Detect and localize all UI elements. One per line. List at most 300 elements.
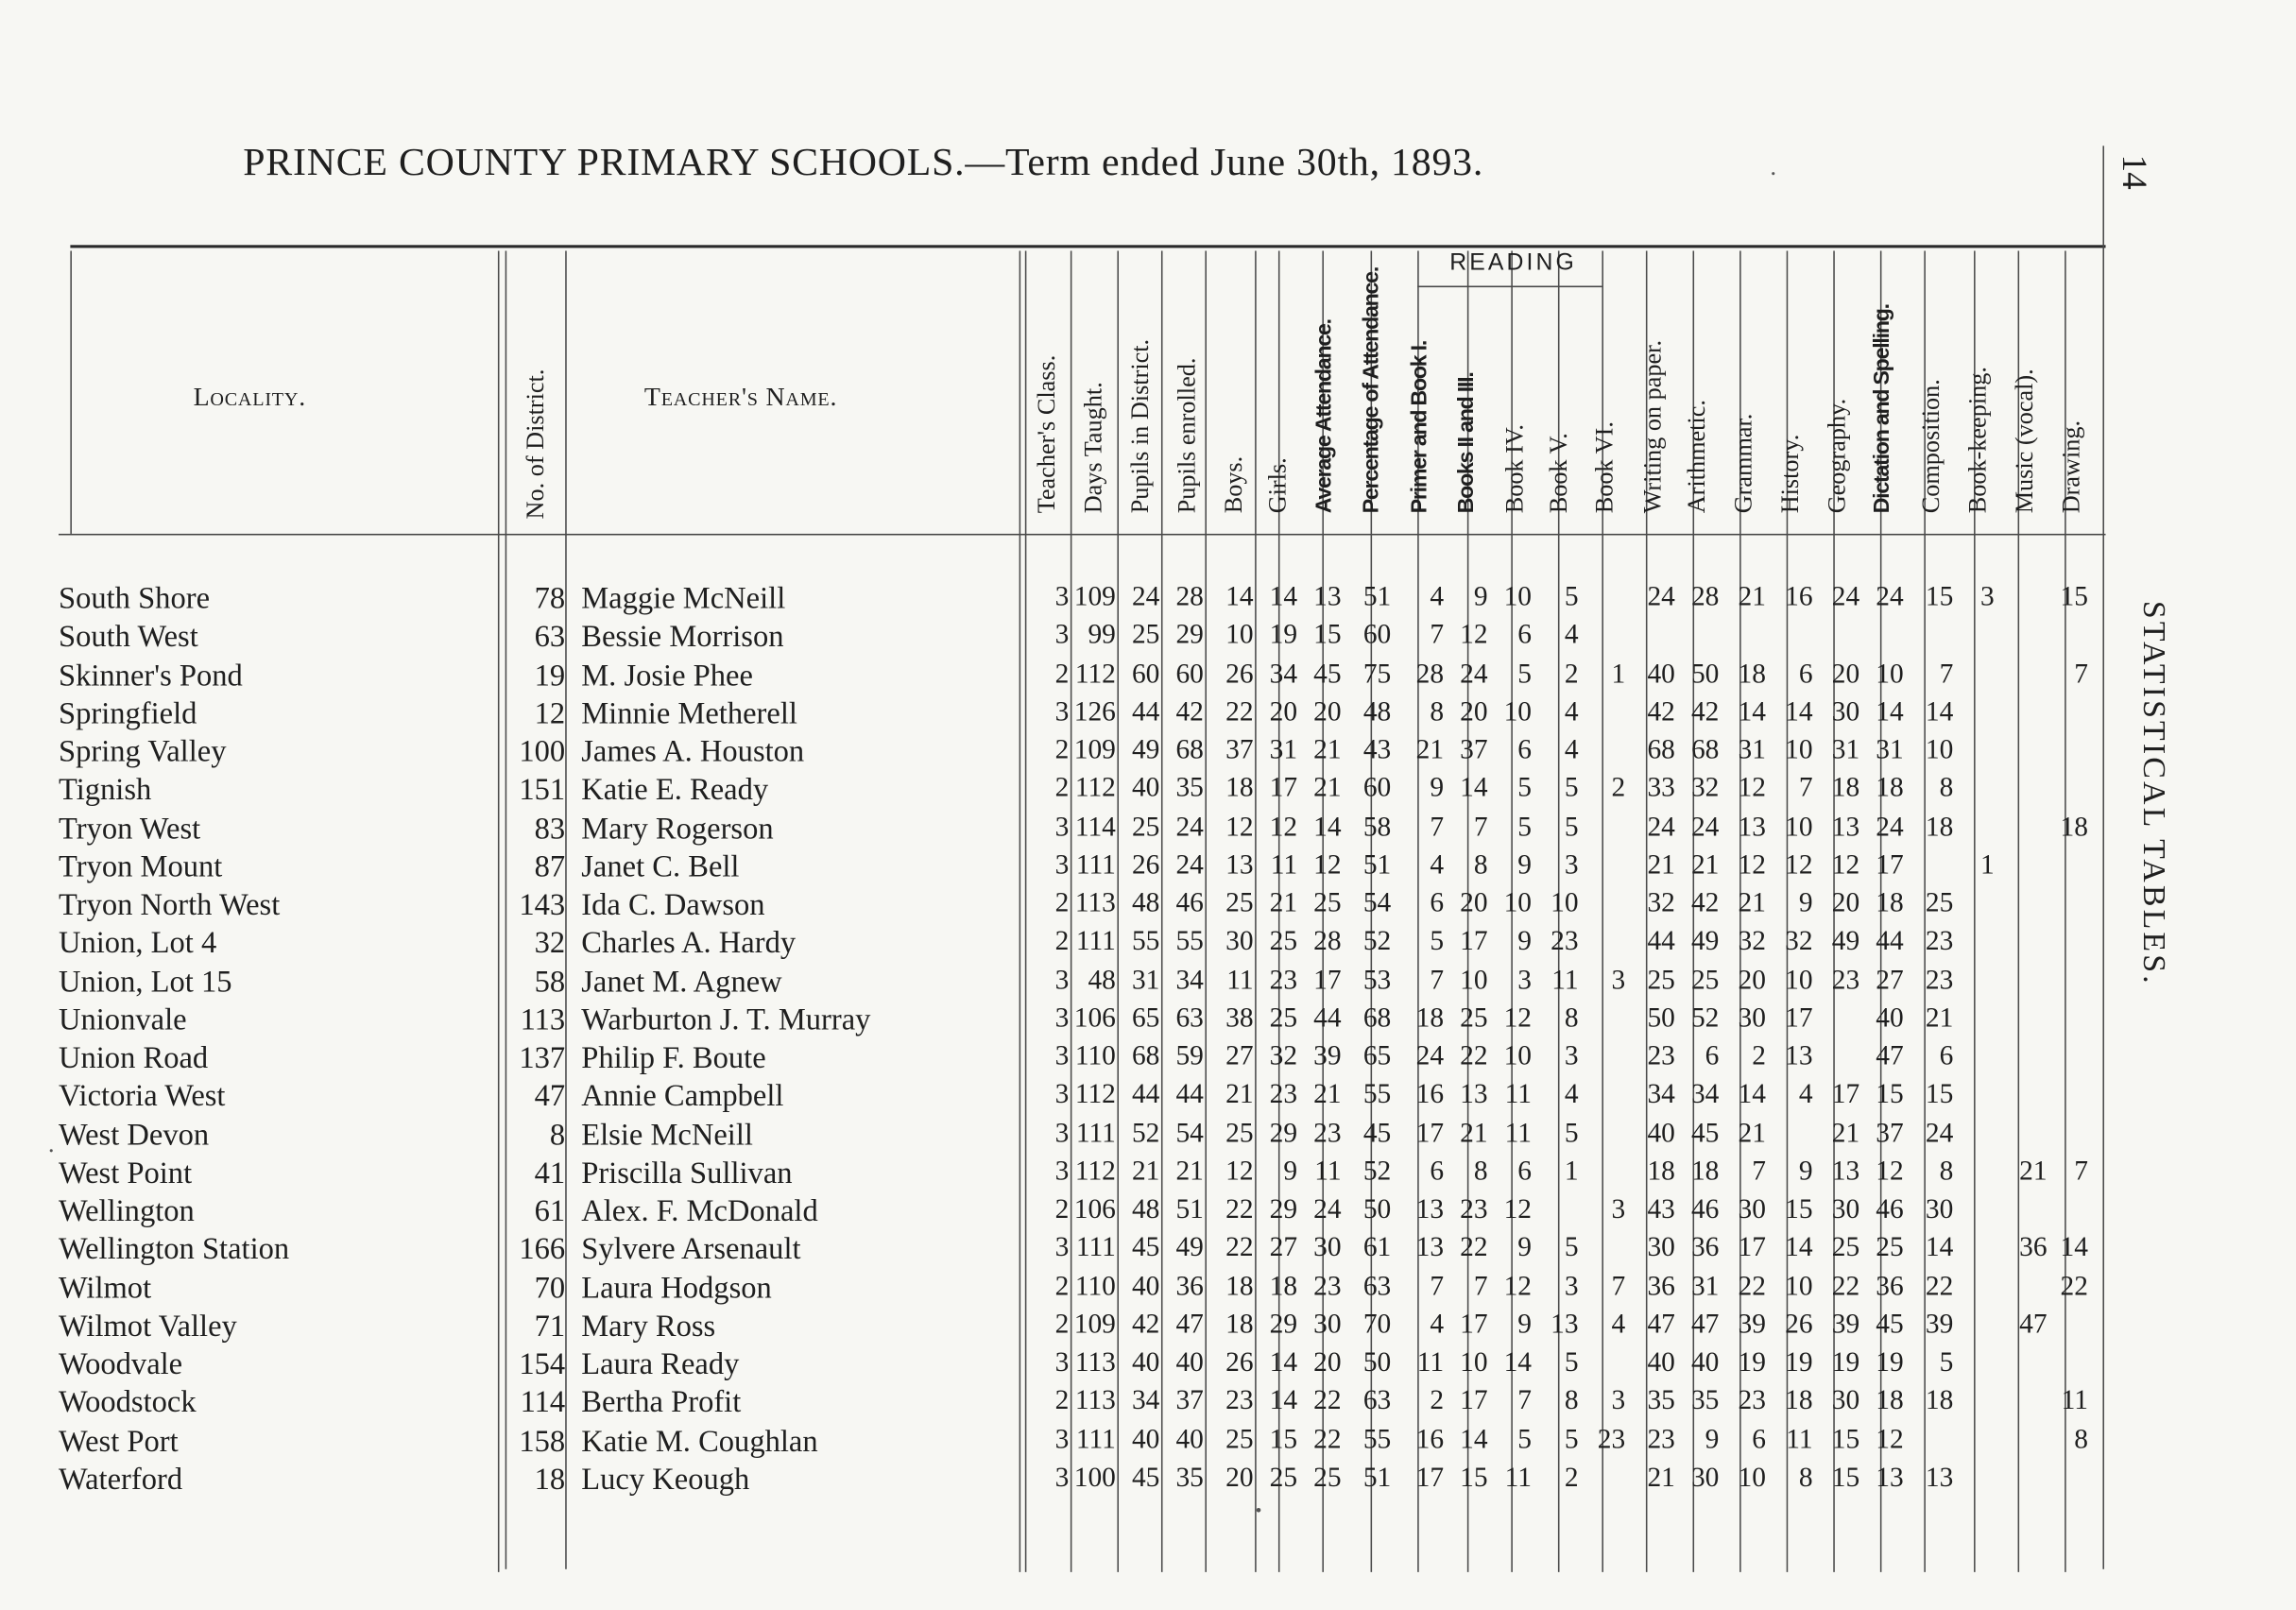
- value-cell: 39: [1313, 1041, 1342, 1072]
- value-cell: 13: [1415, 1232, 1445, 1264]
- value-cell: 18: [1647, 1156, 1675, 1188]
- value-cell: 19: [1269, 620, 1298, 651]
- value-cell: 39: [1925, 1309, 1954, 1341]
- value-cell: 1: [1564, 1156, 1579, 1188]
- teacher-cell: Janet C. Bell: [581, 848, 740, 883]
- value-cell: 30: [1647, 1232, 1675, 1264]
- value-cell: 17: [1313, 965, 1342, 996]
- value-cell: 36: [1647, 1271, 1675, 1302]
- district-cell: 61: [534, 1192, 566, 1228]
- table-row: [0, 617, 2296, 655]
- speck: [50, 1149, 53, 1152]
- table-top-rule: [70, 245, 2105, 248]
- value-cell: 48: [1131, 1194, 1160, 1225]
- value-cell: 14: [1738, 1079, 1766, 1110]
- district-cell: 87: [534, 848, 566, 883]
- value-cell: 35: [1647, 1385, 1675, 1417]
- value-cell: 24: [1876, 811, 1904, 843]
- value-cell: 111: [1075, 1118, 1116, 1149]
- value-cell: 7: [2074, 658, 2088, 690]
- value-cell: 2: [1564, 658, 1579, 690]
- value-cell: 11: [1786, 1424, 1813, 1455]
- value-cell: 24: [1647, 581, 1675, 613]
- value-cell: 21: [1738, 887, 1766, 919]
- value-cell: 46: [1876, 1194, 1904, 1225]
- value-cell: 39: [1738, 1309, 1766, 1341]
- locality-cell: South Shore: [58, 580, 211, 616]
- header-col-8: Primer and Book I.: [1407, 340, 1432, 514]
- value-cell: 2: [1054, 1271, 1070, 1302]
- district-cell: 8: [549, 1116, 566, 1152]
- value-cell: 2: [1752, 1041, 1766, 1072]
- locality-cell: Union Road: [58, 1039, 209, 1075]
- value-cell: 11: [1416, 1347, 1445, 1379]
- value-cell: 18: [1876, 1385, 1904, 1417]
- value-cell: 9: [1517, 1309, 1533, 1341]
- value-cell: 18: [1925, 1385, 1954, 1417]
- value-cell: 23: [1647, 1424, 1675, 1455]
- value-cell: 15: [1831, 1462, 1860, 1494]
- value-cell: 8: [1939, 773, 1954, 804]
- value-cell: 11: [1226, 965, 1254, 996]
- value-cell: 15: [1925, 581, 1954, 613]
- value-cell: 25: [1460, 1002, 1488, 1034]
- value-cell: 55: [1362, 1079, 1392, 1110]
- value-cell: 109: [1073, 734, 1116, 766]
- value-cell: 36: [1876, 1271, 1904, 1302]
- header-locality: Locality.: [193, 382, 306, 412]
- value-cell: 44: [1876, 926, 1904, 957]
- table-row: [0, 1154, 2296, 1191]
- locality-cell: West Devon: [58, 1116, 210, 1152]
- value-cell: 14: [1225, 581, 1254, 613]
- value-cell: 25: [1690, 965, 1720, 996]
- value-cell: 26: [1225, 1347, 1254, 1379]
- value-cell: 47: [1647, 1309, 1675, 1341]
- value-cell: 52: [1690, 1002, 1720, 1034]
- value-cell: 42: [1131, 1309, 1160, 1341]
- table-row: [0, 656, 2296, 694]
- value-cell: 18: [1925, 811, 1954, 843]
- teacher-cell: Philip F. Boute: [581, 1039, 766, 1075]
- value-cell: 21: [1738, 1118, 1766, 1149]
- value-cell: 45: [1313, 658, 1342, 690]
- locality-cell: Woodvale: [58, 1345, 183, 1381]
- value-cell: 18: [1831, 773, 1860, 804]
- value-cell: 7: [1430, 811, 1445, 843]
- value-cell: 6: [1939, 1041, 1954, 1072]
- value-cell: 28: [1690, 581, 1720, 613]
- value-cell: 22: [1225, 1232, 1254, 1264]
- value-cell: 11: [1504, 1118, 1533, 1149]
- value-cell: 7: [1517, 1385, 1533, 1417]
- value-cell: 5: [1564, 1118, 1579, 1149]
- value-cell: 12: [1785, 849, 1813, 881]
- value-cell: 6: [1517, 620, 1533, 651]
- table-row: [0, 770, 2296, 808]
- value-cell: 25: [1876, 1232, 1904, 1264]
- value-cell: 23: [1551, 926, 1579, 957]
- value-cell: 37: [1876, 1118, 1904, 1149]
- speck: [1257, 1508, 1261, 1513]
- district-cell: 83: [534, 810, 566, 846]
- teacher-cell: Ida C. Dawson: [581, 886, 765, 922]
- header-col-11: Book V.: [1544, 433, 1573, 514]
- value-cell: 10: [1925, 734, 1954, 766]
- value-cell: 63: [1362, 1385, 1392, 1417]
- header-col-19: Composition.: [1916, 379, 1945, 514]
- value-cell: 3: [1054, 1118, 1070, 1149]
- header-col-21: Music (vocal).: [2010, 368, 2039, 514]
- value-cell: 5: [1517, 658, 1533, 690]
- value-cell: 3: [1054, 811, 1070, 843]
- teacher-cell: M. Josie Phee: [581, 657, 753, 693]
- value-cell: 10: [1876, 658, 1904, 690]
- district-cell: 100: [519, 733, 566, 769]
- value-cell: 6: [1705, 1041, 1720, 1072]
- teacher-cell: Mary Ross: [581, 1308, 716, 1344]
- value-cell: 3: [1517, 965, 1533, 996]
- value-cell: 3: [1054, 1156, 1070, 1188]
- value-cell: 2: [1054, 1309, 1070, 1341]
- value-cell: 22: [1925, 1271, 1954, 1302]
- value-cell: 2: [1054, 773, 1070, 804]
- value-cell: 11: [1504, 1079, 1533, 1110]
- table-row: [0, 962, 2296, 1000]
- value-cell: 22: [1225, 696, 1254, 728]
- value-cell: 9: [1430, 773, 1445, 804]
- teacher-cell: Alex. F. McDonald: [581, 1192, 818, 1228]
- value-cell: 25: [1925, 887, 1954, 919]
- value-cell: 44: [1647, 926, 1675, 957]
- value-cell: 15: [1785, 1194, 1813, 1225]
- value-cell: 45: [1131, 1462, 1160, 1494]
- teacher-cell: Janet M. Agnew: [581, 963, 782, 999]
- value-cell: 18: [2060, 811, 2088, 843]
- value-cell: 3: [1054, 1041, 1070, 1072]
- header-col-4: Boys.: [1219, 455, 1248, 514]
- value-cell: 52: [1131, 1118, 1160, 1149]
- value-cell: 24: [1415, 1041, 1445, 1072]
- value-cell: 18: [1690, 1156, 1720, 1188]
- teacher-cell: Bessie Morrison: [581, 618, 784, 654]
- district-cell: 78: [534, 580, 566, 616]
- value-cell: 25: [1269, 1462, 1298, 1494]
- value-cell: 21: [1175, 1156, 1204, 1188]
- value-cell: 3: [1611, 1194, 1626, 1225]
- value-cell: 7: [1752, 1156, 1766, 1188]
- value-cell: 20: [1313, 1347, 1342, 1379]
- value-cell: 111: [1075, 926, 1116, 957]
- value-cell: 11: [1551, 965, 1579, 996]
- table-row: [0, 579, 2296, 617]
- value-cell: 55: [1362, 1424, 1392, 1455]
- table-row: [0, 1076, 2296, 1114]
- value-cell: 3: [1054, 1424, 1070, 1455]
- value-cell: 3: [1054, 849, 1070, 881]
- value-cell: 21: [1925, 1002, 1954, 1034]
- value-cell: 7: [1473, 811, 1488, 843]
- header-col-1: Days Taught.: [1079, 382, 1107, 514]
- district-cell: 114: [520, 1384, 566, 1420]
- district-cell: 41: [534, 1155, 566, 1190]
- value-cell: 14: [1876, 696, 1904, 728]
- value-cell: 10: [1225, 620, 1254, 651]
- value-cell: 68: [1175, 734, 1204, 766]
- locality-cell: West Point: [58, 1155, 193, 1190]
- value-cell: 33: [1647, 773, 1675, 804]
- value-cell: 27: [1876, 965, 1904, 996]
- value-cell: 26: [1225, 658, 1254, 690]
- value-cell: 10: [1785, 811, 1813, 843]
- table-row: [0, 1345, 2296, 1382]
- table-row: [0, 1230, 2296, 1268]
- locality-cell: South West: [58, 618, 198, 654]
- locality-cell: Tryon North West: [58, 886, 281, 922]
- value-cell: 9: [1798, 1156, 1813, 1188]
- value-cell: 111: [1075, 849, 1116, 881]
- value-cell: 35: [1690, 1385, 1720, 1417]
- value-cell: 24: [1175, 849, 1204, 881]
- value-cell: 34: [1175, 965, 1204, 996]
- value-cell: 30: [1313, 1309, 1342, 1341]
- value-cell: 6: [1752, 1424, 1766, 1455]
- value-cell: 106: [1073, 1002, 1116, 1034]
- value-cell: 46: [1690, 1194, 1720, 1225]
- value-cell: 49: [1831, 926, 1860, 957]
- value-cell: 11: [1270, 849, 1298, 881]
- value-cell: 36: [1175, 1271, 1204, 1302]
- table-row: [0, 1307, 2296, 1345]
- value-cell: 8: [1798, 1462, 1813, 1494]
- district-cell: 137: [519, 1039, 566, 1075]
- speck: [1772, 172, 1774, 175]
- value-cell: 2: [1430, 1385, 1445, 1417]
- value-cell: 16: [1785, 581, 1813, 613]
- value-cell: 25: [1225, 1424, 1254, 1455]
- value-cell: 3: [1564, 1041, 1579, 1072]
- value-cell: 32: [1647, 887, 1675, 919]
- value-cell: 21: [1313, 773, 1342, 804]
- value-cell: 47: [1175, 1309, 1204, 1341]
- value-cell: 50: [1690, 658, 1720, 690]
- district-cell: 158: [519, 1422, 566, 1458]
- locality-cell: Union, Lot 4: [58, 924, 217, 960]
- value-cell: 3: [1054, 1002, 1070, 1034]
- value-cell: 109: [1073, 1309, 1116, 1341]
- value-cell: 40: [1876, 1002, 1904, 1034]
- table-row: [0, 809, 2296, 847]
- teacher-cell: Warburton J. T. Murray: [581, 1001, 871, 1037]
- value-cell: 25: [1313, 887, 1342, 919]
- value-cell: 99: [1088, 620, 1116, 651]
- value-cell: 61: [1362, 1232, 1392, 1264]
- value-cell: 5: [1517, 773, 1533, 804]
- value-cell: 55: [1131, 926, 1160, 957]
- value-cell: 22: [1831, 1271, 1860, 1302]
- value-cell: 17: [1876, 849, 1904, 881]
- value-cell: 2: [1054, 926, 1070, 957]
- value-cell: 18: [1225, 773, 1254, 804]
- value-cell: 30: [1831, 1194, 1860, 1225]
- value-cell: 10: [1460, 1347, 1488, 1379]
- value-cell: 25: [1131, 620, 1160, 651]
- value-cell: 2: [1054, 887, 1070, 919]
- value-cell: 17: [1785, 1002, 1813, 1034]
- value-cell: 18: [1876, 773, 1904, 804]
- header-col-18: Dictation and Spelling.: [1870, 304, 1895, 514]
- value-cell: 40: [1131, 1271, 1160, 1302]
- value-cell: 43: [1647, 1194, 1675, 1225]
- page-title: PRINCE COUNTY PRIMARY SCHOOLS.—Term ended June 30th, 1893.: [243, 140, 1484, 184]
- value-cell: 52: [1362, 1156, 1392, 1188]
- value-cell: 21: [1738, 581, 1766, 613]
- value-cell: 34: [1690, 1079, 1720, 1110]
- value-cell: 14: [1785, 696, 1813, 728]
- value-cell: 9: [1798, 887, 1813, 919]
- page-number: 14: [2114, 154, 2153, 190]
- district-cell: 151: [519, 771, 566, 807]
- value-cell: 15: [1269, 1424, 1298, 1455]
- value-cell: 8: [1473, 849, 1488, 881]
- value-cell: 30: [1831, 696, 1860, 728]
- table-row: [0, 1383, 2296, 1421]
- header-col-10: Book IV.: [1500, 424, 1529, 514]
- value-cell: 29: [1269, 1309, 1298, 1341]
- value-cell: 113: [1074, 1385, 1116, 1417]
- value-cell: 29: [1269, 1194, 1298, 1225]
- value-cell: 32: [1690, 773, 1720, 804]
- value-cell: 47: [2019, 1309, 2048, 1341]
- value-cell: 30: [1690, 1462, 1720, 1494]
- value-cell: 4: [1564, 620, 1579, 651]
- value-cell: 63: [1175, 1002, 1204, 1034]
- value-cell: 24: [1925, 1118, 1954, 1149]
- value-cell: 31: [1876, 734, 1904, 766]
- value-cell: 12: [1503, 1194, 1533, 1225]
- value-cell: 30: [1925, 1194, 1954, 1225]
- locality-cell: Wellington Station: [58, 1231, 290, 1267]
- value-cell: 111: [1075, 1232, 1116, 1264]
- value-cell: 45: [1876, 1309, 1904, 1341]
- value-cell: 5: [1517, 811, 1533, 843]
- value-cell: 3: [1980, 581, 1995, 613]
- value-cell: 31: [1690, 1271, 1720, 1302]
- value-cell: 100: [1073, 1462, 1116, 1494]
- teacher-cell: Charles A. Hardy: [581, 924, 797, 960]
- value-cell: 21: [1831, 1118, 1860, 1149]
- value-cell: 6: [1517, 1156, 1533, 1188]
- value-cell: 30: [1313, 1232, 1342, 1264]
- value-cell: 17: [1415, 1118, 1445, 1149]
- value-cell: 14: [1503, 1347, 1533, 1379]
- value-cell: 7: [1430, 965, 1445, 996]
- value-cell: 23: [1313, 1118, 1342, 1149]
- table-row: [0, 732, 2296, 770]
- value-cell: 20: [1831, 658, 1860, 690]
- side-label: STATISTICAL TABLES.: [2136, 600, 2173, 986]
- value-cell: 12: [1831, 849, 1860, 881]
- value-cell: 21: [1690, 849, 1720, 881]
- value-cell: 22: [1313, 1385, 1342, 1417]
- value-cell: 50: [1647, 1002, 1675, 1034]
- value-cell: 5: [1564, 1347, 1579, 1379]
- value-cell: 23: [1225, 1385, 1254, 1417]
- value-cell: 8: [1564, 1002, 1579, 1034]
- value-cell: 9: [1517, 1232, 1533, 1264]
- locality-cell: Woodstock: [58, 1384, 197, 1420]
- value-cell: 31: [1131, 965, 1160, 996]
- value-cell: 2: [1611, 773, 1626, 804]
- value-cell: 42: [1690, 887, 1720, 919]
- district-cell: 166: [519, 1231, 566, 1267]
- value-cell: 10: [1503, 1041, 1533, 1072]
- value-cell: 15: [1313, 620, 1342, 651]
- value-cell: 21: [1225, 1079, 1254, 1110]
- value-cell: 46: [1175, 887, 1204, 919]
- value-cell: 7: [1473, 1271, 1488, 1302]
- value-cell: 23: [1597, 1424, 1626, 1455]
- value-cell: 5: [1564, 581, 1579, 613]
- value-cell: 3: [1054, 1347, 1070, 1379]
- value-cell: 8: [2074, 1424, 2088, 1455]
- header-col-5: Girls.: [1263, 457, 1292, 514]
- header-teacher: Teacher's Name.: [643, 382, 838, 412]
- value-cell: 13: [1831, 811, 1860, 843]
- table-row: [0, 847, 2296, 884]
- value-cell: 7: [1611, 1271, 1626, 1302]
- locality-cell: Tryon Mount: [58, 848, 223, 883]
- value-cell: 3: [1054, 696, 1070, 728]
- value-cell: 22: [1225, 1194, 1254, 1225]
- value-cell: 112: [1074, 658, 1116, 690]
- value-cell: 13: [1225, 849, 1254, 881]
- value-cell: 12: [1225, 1156, 1254, 1188]
- value-cell: 22: [1313, 1424, 1342, 1455]
- value-cell: 37: [1175, 1385, 1204, 1417]
- value-cell: 37: [1460, 734, 1488, 766]
- value-cell: 23: [1269, 965, 1298, 996]
- value-cell: 21: [1269, 887, 1298, 919]
- value-cell: 18: [1415, 1002, 1445, 1034]
- locality-cell: Wilmot: [58, 1269, 152, 1305]
- value-cell: 51: [1362, 849, 1392, 881]
- value-cell: 2: [1054, 658, 1070, 690]
- value-cell: 113: [1074, 887, 1116, 919]
- value-cell: 23: [1460, 1194, 1488, 1225]
- value-cell: 110: [1074, 1271, 1116, 1302]
- value-cell: 25: [1831, 1232, 1860, 1264]
- value-cell: 44: [1131, 1079, 1160, 1110]
- teacher-cell: Elsie McNeill: [581, 1116, 753, 1152]
- value-cell: 38: [1225, 1002, 1254, 1034]
- value-cell: 4: [1611, 1309, 1626, 1341]
- value-cell: 40: [1175, 1347, 1204, 1379]
- value-cell: 3: [1054, 1079, 1070, 1110]
- value-cell: 65: [1131, 1002, 1160, 1034]
- value-cell: 29: [1175, 620, 1204, 651]
- value-cell: 113: [1074, 1347, 1116, 1379]
- teacher-cell: Lucy Keough: [581, 1461, 750, 1497]
- locality-cell: Skinner's Pond: [58, 657, 243, 693]
- district-cell: 12: [534, 694, 566, 730]
- value-cell: 49: [1131, 734, 1160, 766]
- value-cell: 55: [1175, 926, 1204, 957]
- value-cell: 75: [1362, 658, 1392, 690]
- value-cell: 42: [1175, 696, 1204, 728]
- value-cell: 26: [1785, 1309, 1813, 1341]
- value-cell: 9: [1473, 581, 1488, 613]
